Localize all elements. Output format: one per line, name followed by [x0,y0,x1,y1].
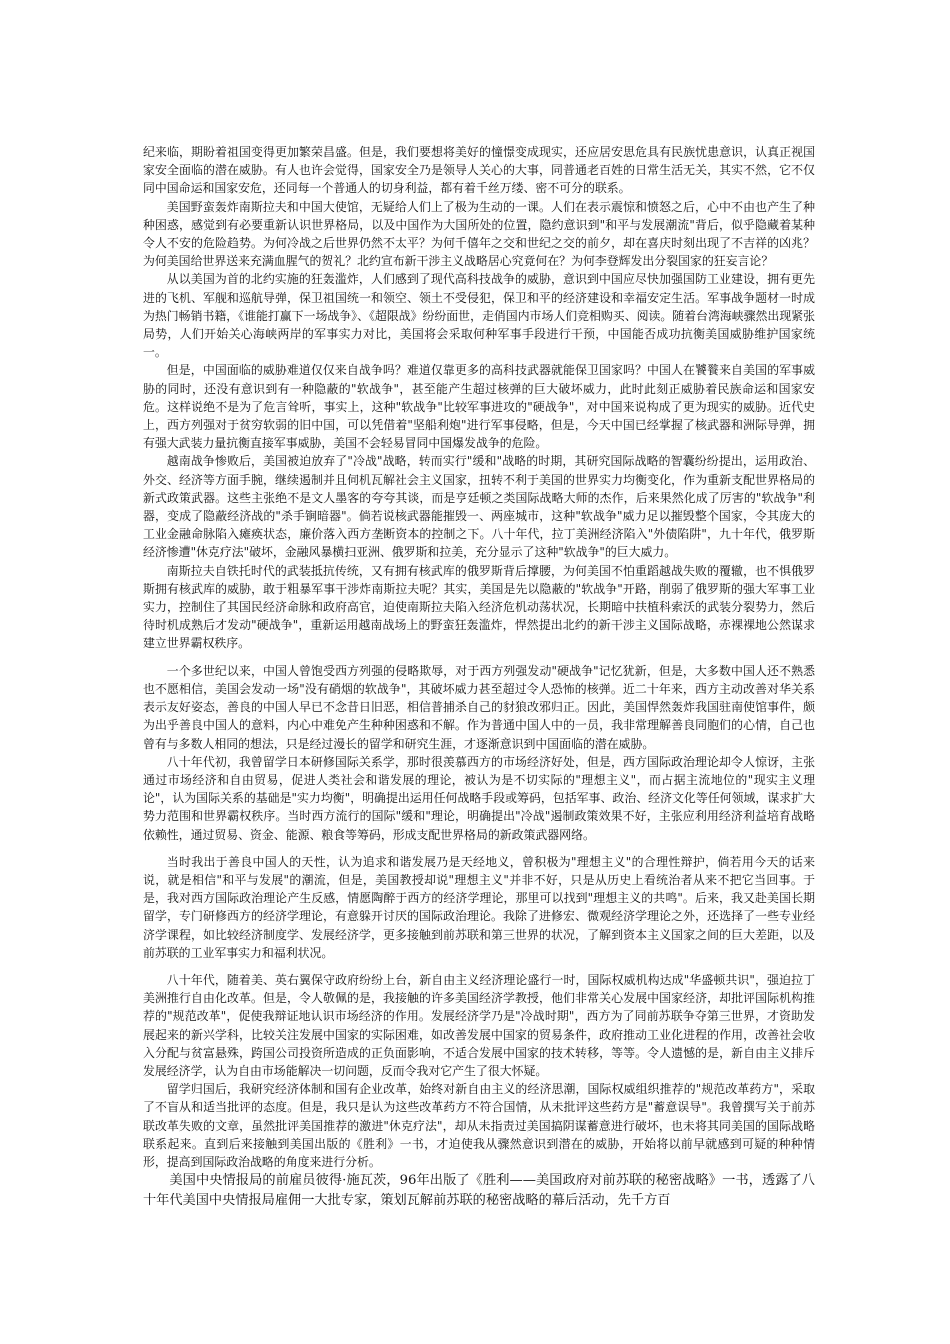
paragraph-4: 但是，中国面临的威胁难道仅仅来自战争吗？难道仅靠更多的高科技武器就能保卫国家吗？中国人在饕餮来自美国的军事威胁的同时，还没有意识到有一种隐蔽的"软战争"，甚至能产生超过核弹的巨大破坏威力，此时此刻正威胁着民族命运和国家安危。这样说绝不是为了危言耸听，事实上，这种"软战争"比较军事进攻的"硬战争"，对中国来说构成了更为现实的威胁。近代史上，西方列强对于贫穷软弱的旧中国，可以凭借着"坚船利炮"进行军事侵略，但是，今天中国已经掌握了核武器和洲际导弹，拥有强大武装力量抗衡直接军事威胁，美国不会轻易冒同中国爆发战争的危险。 [143,363,815,451]
paragraph-5: 越南战争惨败后，美国被迫放弃了"冷战"战略，转而实行"缓和"战略的时期，其研究国际战略的智囊纷纷提出，运用政治、外交、经济等方面手腕，继续遏制并且伺机瓦解社会主义国家，扭转不利于美国的世界实力均衡变化，作为重新支配世界格局的新式政策武器。这些主张绝不是文人墨客的夸夸其谈，而是亨廷顿之类国际战略大师的杰作，后来果然化成了厉害的"软战争"利器，变成了隐蔽经济战的"杀手锏暗器"。倘若说核武器能摧毁一、两座城市，这种"软战争"威力足以摧毁整个国家，令其庞大的工业金融命脉陷入瘫痪状态，廉价落入西方垄断资本的控制之下。八十年代，拉丁美洲经济陷入"外债陷阱"，九十年代，俄罗斯经济惨遭"休克疗法"破坏，金融风暴横扫亚洲、俄罗斯和拉美，充分显示了这种"软战争"的巨大威力。 [143,454,815,560]
paragraph-2: 美国野蛮轰炸南斯拉夫和中国大使馆，无疑给人们上了极为生动的一课。人们在表示震惊和愤怒之后，心中不由也产生了种种困惑，感觉到有必要重新认识世界格局，以及中国作为大国所处的位置，隐约意识到"和平与发展潮流"背后，似乎隐藏着某种令人不安的危险趋势。为何冷战之后世界仍然不太平？为何千僖年之交和世纪之交的前夕，却在喜庆时刻出现了不吉祥的凶兆？为何美国给世界送来充满血腥气的贺礼？北约宣布新干涉主义战略居心究竟何在？为何李登辉发出分裂国家的狂妄言论？ [143,199,815,269]
paragraph-9: 当时我出于善良中国人的天性，认为追求和谐发展乃是天经地义，曾积极为"理想主义"的合理性辩护，倘若用今天的话来说，就是相信"和平与发展"的潮流，但是，美国教授却说"理想主义"并非不好，只是从历史上看统治者从来不把它当回事。于是，我对西方国际政治理论产生反感，情愿陶醉于西方的经济学理论，那里可以找到"理想主义的共鸣"。后来，我又赴美国长期留学，专门研修西方的经济学理论，有意躲开讨厌的国际政治理论。我除了进修宏、微观经济学理论之外，还选择了一些专业经济学课程，如比较经济制度学、发展经济学，更多接触到前苏联和第三世界的状况，了解到资本主义国家之间的巨大差距，以及前苏联的工业军事实力和福利状况。 [143,854,815,960]
paragraph-12: 美国中央情报局的前雇员彼得·施瓦茨，96年出版了《胜利——美国政府对前苏联的秘密战略》一书，透露了八十年代美国中央情报局雇佣一大批专家，策划瓦解前苏联的秘密战略的幕后活动，先千方百 [143,1173,815,1208]
paragraph-6: 南斯拉夫自铁托时代的武装抵抗传统，又有拥有核武库的俄罗斯背后撑腰，为何美国不怕重蹈越战失败的覆辙，也不惧俄罗斯拥有核武库的威胁，敢于粗暴军事干涉炸南斯拉夫呢？其实，美国是先以隐蔽的"软战争"开路，削弱了俄罗斯的强大军事工业实力，控制住了其国民经济命脉和政府高官，迫使南斯拉夫陷入经济危机动荡状况，长期暗中扶植科索沃的武装分裂势力，然后待时机成熟后才发动"硬战争"，重新运用越南战场上的野蛮狂轰滥炸，悍然提出北约的新干涉主义国际战略，赤裸裸地公然谋求建立世界霸权秩序。 [143,563,815,651]
paragraph-11: 留学归国后，我研究经济体制和国有企业改革，始终对新自由主义的经济思潮，国际权威组织推荐的"规范改革药方"，采取了不盲从和适当批评的态度。但是，我只是认为这些改革药方不符合国情，从未批评这些药方是"蓄意误导"。我曾撰写关于前苏联改革失败的文章，虽然批评美国推荐的激进"休克疗法"，却从未指责过美国搞阴谋蓄意进行破坏，也未将其同美国的国际战略联系起来。直到后来接触到美国出版的《胜利》一书，才迫使我从骤然意识到潜在的威胁，开始将以前早就感到可疑的种种情形，提高到国际政治战略的角度来进行分析。 [143,1082,815,1169]
paragraph-3: 从以美国为首的北约实施的狂轰滥炸，人们感到了现代高科技战争的威胁，意识到中国应尽快加强国防工业建设，拥有更先进的飞机、军舰和巡航导弹，保卫祖国统一和领空、领土不受侵犯，保卫和平的经济建设和幸福安定生活。军事战争题材一时成为热门畅销书籍，《谁能打赢下一场战争》、《超限战》纷纷面世，走俏国内市场人们竞相购买、阅读。随着台湾海峡骤然出现紧张局势，人们开始关心海峡两岸的军事实力对比，美国将会采取何种军事手段进行干预，中国能否成功抗衡美国威胁维护国家统一。 [143,272,815,360]
paragraph-8: 八十年代初，我曾留学日本研修国际关系学，那时很羡慕西方的市场经济好处，但是，西方国际政治理论却令人惊讶，主张通过市场经济和自由贸易，促进人类社会和谐发展的理论，被认为是不切实际的"理想主义"，而占据主流地位的"现实主义理论"，认为国际关系的基础是"实力均衡"，明确提出运用任何战略手段或筹码，包括军事、政治、经济文化等任何领域，谋求扩大势力范围和世界霸权秩序。当时西方流行的国际"缓和"理论，明确提出"冷战"遏制政策效果不好，主张应利用经济利益培育战略依赖性，通过贸易、资金、能源、粮食等筹码，形成支配世界格局的新政策武器网络。 [143,754,815,842]
document-page [143,143,815,1210]
paragraph-7: 一个多世纪以来，中国人曾饱受西方列强的侵略欺辱，对于西方列强发动"硬战争"记忆犹新，但是，大多数中国人还不熟悉也不愿相信，美国会发动一场"没有硝烟的软战争"，其破坏威力甚至超过令人恐怖的核弹。近二十年来，西方主动改善对华关系表示友好姿态，善良的中国人早已不念昔日旧恶，相信普捕杀自己的豺狼改邪归正。因此，美国悍然轰炸我国驻南使馆事件，颇为出乎善良中国人的意料，内心中难免产生种种困惑和不解。作为普通中国人中的一员，我非常理解善良同胞们的心情，自己也曾有与多数人相同的想法，只是经过漫长的留学和研究生涯，才逐渐意识到中国面临的潜在威胁。 [143,663,815,751]
paragraph-1: 纪来临，期盼着祖国变得更加繁荣昌盛。但是，我们要想将美好的憧憬变成现实，还应居安思危具有民族忧患意识，认真正视国家安全面临的潜在威胁。有人也许会觉得，国家安全乃是领导人关心的大事，同普通老百姓的日常生活无关，其实不然，它不仅同中国命运和国家安危，还同每一个普通人的切身利益，都有着千丝万缕、密不可分的联系。 [143,145,815,196]
paragraph-10: 八十年代，随着美、英右翼保守政府纷纷上台，新自由主义经济理论盛行一时，国际权威机构达成"华盛顿共识"，强迫拉丁美洲推行自由化改革。但是，令人敬佩的是，我接触的许多美国经济学教授，他们非常关心发展中国家经济，却批评国际机构推荐的"规范改革"，促使我辩证地认识市场经济的作用。发展经济学乃是"冷战时期"，西方为了同前苏联争夺第三世界，才资助发展起来的新兴学科，比较关注发展中国家的实际困难，如改善发展中国家的贸易条件，政府推动工业化进程的作用，改善社会收入分配与贫富悬殊，跨国公司投资所造成的正负面影响，不适合发展中国家的技术转移，等等。令人遗憾的是，新自由主义排斥发展经济学，认为自由市场能解决一切问题，反而令我对它产生了很大怀疑。 [143,972,815,1078]
